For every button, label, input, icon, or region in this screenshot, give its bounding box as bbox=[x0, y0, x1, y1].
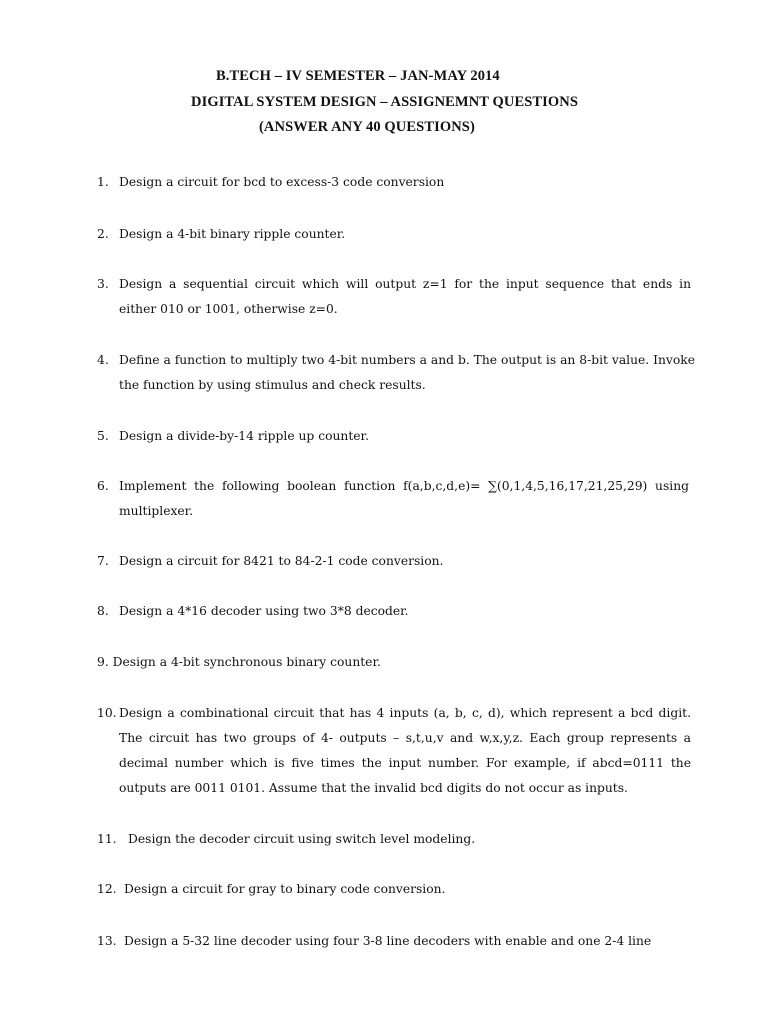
question-number: 4. bbox=[97, 353, 109, 367]
question-text: 9. Design a 4-bit synchronous binary counter. bbox=[97, 655, 381, 669]
question-text: Design the decoder circuit using switch level modeling. bbox=[128, 832, 476, 846]
question-number: 3. bbox=[97, 277, 109, 291]
header-line-3: (ANSWER ANY 40 QUESTIONS) bbox=[259, 119, 475, 135]
question-number: 5. bbox=[97, 429, 109, 443]
question-number: 8. bbox=[97, 604, 109, 618]
question-text: Design a circuit for 8421 to 84-2-1 code conversion. bbox=[119, 554, 444, 568]
question-number: 7. bbox=[97, 554, 109, 568]
question-text: Design a combinational circuit that has 4 inputs (a, b, c, d), which represent a bcd digit. The circuit has two groups of 4- outputs – s,t,u,v and w,x,y,z. Each group represents a decimal number which is five times the input number. For example, if abcd=0111 the outputs are 0011 0101. Assume that the invalid bcd digits do not occur as inputs. bbox=[119, 706, 691, 795]
question-number: 13. bbox=[97, 934, 117, 948]
header-line-1: B.TECH – IV SEMESTER – JAN-MAY 2014 bbox=[216, 68, 500, 84]
question-number: 2. bbox=[97, 227, 109, 241]
question-text: Design a 4*16 decoder using two 3*8 decoder. bbox=[119, 604, 409, 618]
question-text: Define a function to multiply two 4-bit numbers a and b. The output is an 8-bit value. Invoke the function by using stimulus and check results. bbox=[119, 353, 695, 392]
question-text: Design a circuit for gray to binary code conversion. bbox=[124, 882, 446, 896]
question-number: 1. bbox=[97, 175, 109, 189]
question-number: 11. bbox=[97, 832, 117, 846]
question-text: Design a sequential circuit which will output z=1 for the input sequence that ends in either 010 or 1001, otherwise z=0. bbox=[119, 277, 691, 316]
question-text: Design a divide-by-14 ripple up counter. bbox=[119, 429, 369, 443]
question-text: Design a 4-bit binary ripple counter. bbox=[119, 227, 346, 241]
question-number: 12. bbox=[97, 882, 117, 896]
question-text: Design a 5-32 line decoder using four 3-8 line decoders with enable and one 2-4 line bbox=[124, 934, 652, 948]
question-number: 6. bbox=[97, 479, 109, 493]
question-number: 10. bbox=[97, 706, 117, 720]
question-text: Implement the following boolean function f(a,b,c,d,e)= ∑(0,1,4,5,16,17,21,25,29) using multiplexer. bbox=[119, 479, 689, 518]
question-text: Design a circuit for bcd to excess-3 code conversion bbox=[119, 175, 445, 189]
header-line-2: DIGITAL SYSTEM DESIGN – ASSIGNEMNT QUESTIONS bbox=[191, 94, 579, 110]
